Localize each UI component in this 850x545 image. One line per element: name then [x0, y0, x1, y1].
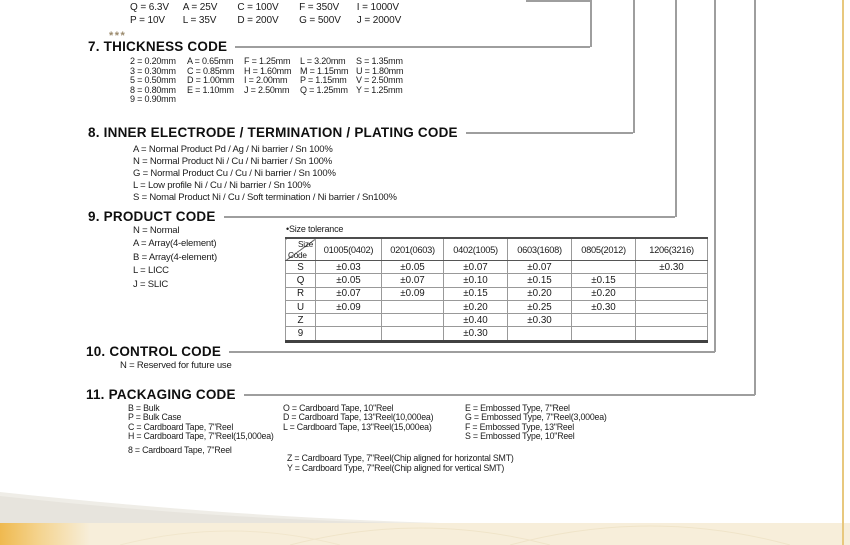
thickness-code-item: 8 = 0.80mm [130, 84, 176, 95]
tolerance-cell [636, 314, 708, 327]
section-title: INNER ELECTRODE / TERMINATION / PLATING CODE [103, 125, 458, 140]
electrode-code-item: A = Normal Product Pd / Ag / Ni barrier / Sn 100% [133, 144, 333, 155]
heading-rule [235, 46, 590, 48]
footnote-stars: *** [109, 30, 127, 42]
tolerance-cell: ±0.20 [444, 300, 508, 313]
tolerance-cell: ±0.05 [316, 274, 382, 287]
tolerance-cell [572, 314, 636, 327]
connector-line-section11 [754, 0, 756, 395]
packaging-code-item: Y = Cardboard Type, 7"Reel(Chip aligned for vertical SMT) [287, 463, 505, 474]
packaging-code-item: B = Bulk [128, 403, 160, 413]
section-number: 9. [88, 209, 100, 224]
product-code-item: B = Array(4-element) [133, 251, 217, 263]
row-code: U [286, 300, 316, 313]
packaging-code-item: F = Embossed Type, 13"Reel [465, 421, 575, 432]
product-code-item: L = LICC [133, 265, 169, 277]
voltage-code-item: G = 500V [299, 15, 341, 26]
product-code-item: N = Normal [133, 225, 180, 236]
table-row [286, 327, 708, 341]
thickness-code-item: 9 = 0.90mm [130, 94, 176, 105]
heading-rule [229, 351, 715, 353]
packaging-code-item: Z = Cardboard Type, 7"Reel(Chip aligned for horizontal SMT) [287, 453, 514, 463]
tolerance-cell [316, 327, 382, 341]
connector-line-section9 [675, 0, 677, 217]
packaging-code-item: O = Cardboard Tape, 10"Reel [283, 403, 394, 413]
size-tolerance-table [285, 237, 708, 343]
corner-code-label: Code [288, 250, 307, 260]
tolerance-cell [636, 287, 708, 300]
voltage-code-item: F = 350V [299, 2, 340, 13]
connector-line-section8 [633, 0, 635, 133]
thickness-code-item: H = 1.60mm [244, 65, 292, 76]
section-heading-packaging [86, 387, 755, 402]
control-code-list [120, 360, 232, 371]
section-number: 7. [88, 39, 100, 54]
packaging-code-item: D = Cardboard Tape, 13"Reel(10,000ea) [283, 412, 434, 423]
section-title: THICKNESS CODE [103, 39, 228, 54]
page-edge-line [842, 0, 844, 545]
tolerance-cell: ±0.15 [508, 274, 572, 287]
tolerance-cell [382, 327, 444, 341]
voltage-code-item: A = 25V [182, 2, 218, 13]
voltage-code-row [130, 15, 401, 26]
tolerance-cell: ±0.20 [572, 287, 636, 300]
tolerance-cell [636, 327, 708, 341]
thickness-code-item: Q = 1.25mm [300, 84, 348, 95]
thickness-code-item: 2 = 0.20mm [130, 56, 176, 66]
section-heading-control [86, 344, 715, 359]
tolerance-cell: ±0.07 [382, 274, 444, 287]
connector-line-top [526, 0, 590, 2]
thickness-code-item: V = 2.50mm [356, 75, 403, 86]
tolerance-cell: ±0.30 [444, 327, 508, 341]
section-number: 11. [86, 387, 105, 402]
electrode-code-item: L = Low profile Ni / Cu / Ni barrier / Sn 100% [133, 180, 311, 192]
section-heading-product [88, 209, 675, 224]
thickness-code-column [356, 57, 403, 95]
thickness-code-item: M = 1.15mm [300, 65, 349, 76]
packaging-code-item: H = Cardboard Tape, 7"Reel(15,000ea) [128, 431, 274, 442]
packaging-code-item: E = Embossed Type, 7"Reel [465, 403, 570, 413]
electrode-code-list [133, 144, 397, 204]
column-header: 01005(0402) [316, 238, 382, 261]
electrode-code-item: N = Normal Product Ni / Cu / Ni barrier / Sn 100% [133, 156, 333, 168]
tolerance-cell [572, 261, 636, 274]
row-code: R [286, 287, 316, 300]
column-header: 0603(1608) [508, 238, 572, 261]
packaging-code-item: L = Cardboard Tape, 13"Reel(15,000ea) [283, 421, 432, 432]
footer-band [0, 523, 850, 545]
row-code: 9 [286, 327, 316, 341]
tolerance-cell: ±0.20 [508, 287, 572, 300]
tolerance-cell: ±0.30 [636, 261, 708, 274]
tolerance-cell: ±0.10 [444, 274, 508, 287]
column-header: 0402(1005) [444, 238, 508, 261]
thickness-code-item: J = 2.50mm [244, 84, 290, 95]
product-code-item: J = SLIC [133, 278, 169, 290]
tolerance-cell: ±0.15 [572, 274, 636, 287]
tolerance-cell: ±0.15 [444, 287, 508, 300]
voltage-code-item: Q = 6.3V [130, 2, 169, 13]
section-number: 8. [88, 125, 100, 140]
voltage-code-item: J = 2000V [356, 15, 402, 26]
thickness-code-item: C = 0.85mm [187, 65, 235, 76]
thickness-code-item: P = 1.15mm [300, 75, 347, 86]
tolerance-cell: ±0.30 [508, 314, 572, 327]
packaging-code-column [128, 404, 274, 455]
table-row [286, 287, 708, 300]
thickness-code-column [244, 57, 291, 95]
tolerance-cell: ±0.07 [508, 261, 572, 274]
tolerance-cell [382, 314, 444, 327]
section-title: CONTROL CODE [109, 344, 222, 359]
thickness-code-item: 5 = 0.50mm [130, 75, 176, 86]
thickness-code-item: F = 1.25mm [244, 56, 291, 66]
table-row [286, 274, 708, 287]
heading-rule [466, 132, 633, 134]
heading-rule [244, 394, 755, 396]
heading-rule [224, 216, 675, 218]
tolerance-cell [316, 314, 382, 327]
section-title: PACKAGING CODE [108, 387, 236, 402]
packaging-code-column [287, 453, 514, 473]
packaging-code-item: C = Cardboard Tape, 7"Reel [128, 421, 234, 432]
row-code: Q [286, 274, 316, 287]
corner-size-label: Size [298, 239, 313, 249]
voltage-code-item: C = 100V [237, 2, 279, 13]
section-heading-electrode [88, 125, 633, 140]
packaging-code-item: S = Embossed Type, 10"Reel [465, 431, 575, 442]
packaging-code-column [283, 404, 433, 432]
thickness-code-item: I = 2.00mm [244, 75, 288, 86]
tolerance-cell [572, 327, 636, 341]
table-header-row [286, 238, 708, 261]
row-code: S [286, 261, 316, 274]
voltage-code-item: D = 200V [237, 15, 279, 26]
tolerance-cell: ±0.05 [382, 261, 444, 274]
thickness-code-item: A = 0.65mm [187, 56, 234, 66]
voltage-code-item: P = 10V [130, 15, 165, 26]
section-heading-thickness [88, 39, 590, 54]
band-pattern [0, 523, 850, 545]
column-header: 1206(3216) [636, 238, 708, 261]
table-row [286, 314, 708, 327]
thickness-code-item: 3 = 0.30mm [130, 65, 176, 76]
section-number: 10. [86, 344, 106, 359]
packaging-code-item: 8 = Cardboard Tape, 7"Reel [128, 444, 232, 455]
voltage-code-row [130, 2, 399, 13]
voltage-code-item: L = 35V [182, 15, 217, 26]
tolerance-cell [382, 300, 444, 313]
table-corner-cell [286, 238, 316, 261]
tolerance-cell [636, 274, 708, 287]
thickness-code-item: U = 1.80mm [356, 65, 404, 76]
packaging-code-item: G = Embossed Type, 7"Reel(3,000ea) [465, 412, 607, 423]
connector-line-section10 [714, 0, 716, 352]
tolerance-cell [636, 300, 708, 313]
product-code-item: A = Array(4-element) [133, 238, 217, 250]
electrode-code-item: S = Nomal Product Ni / Cu / Soft termination / Ni barrier / Sn100% [133, 192, 397, 204]
thickness-code-item: D = 1.00mm [187, 75, 235, 86]
row-code: Z [286, 314, 316, 327]
tolerance-cell: ±0.03 [316, 261, 382, 274]
packaging-code-item: P = Bulk Case [128, 412, 182, 423]
footer-swoosh [0, 490, 850, 523]
table-row [286, 261, 708, 274]
section-title: PRODUCT CODE [103, 209, 216, 224]
column-header: 0805(2012) [572, 238, 636, 261]
tolerance-cell [508, 327, 572, 341]
column-header: 0201(0603) [382, 238, 444, 261]
thickness-code-column [300, 57, 348, 95]
thickness-code-item: L = 3.20mm [300, 56, 346, 66]
electrode-code-item: G = Normal Product Cu / Cu / Ni barrier / Sn 100% [133, 168, 336, 180]
thickness-code-column [187, 57, 234, 95]
size-tolerance-label: •Size tolerance [286, 224, 344, 234]
connector-line-section7 [590, 0, 592, 47]
voltage-code-item: I = 1000V [356, 2, 399, 13]
thickness-code-column [130, 57, 176, 105]
packaging-code-column [465, 404, 607, 441]
tolerance-cell: ±0.09 [316, 300, 382, 313]
tolerance-cell: ±0.07 [444, 261, 508, 274]
tolerance-cell: ±0.09 [382, 287, 444, 300]
table-row [286, 300, 708, 313]
tolerance-cell: ±0.25 [508, 300, 572, 313]
thickness-code-item: S = 1.35mm [356, 56, 403, 66]
tolerance-cell: ±0.40 [444, 314, 508, 327]
control-code-item: N = Reserved for future use [120, 360, 232, 371]
thickness-code-item: Y = 1.25mm [356, 84, 403, 95]
tolerance-cell: ±0.30 [572, 300, 636, 313]
product-code-list [133, 224, 217, 291]
tolerance-cell: ±0.07 [316, 287, 382, 300]
thickness-code-item: E = 1.10mm [187, 84, 234, 95]
